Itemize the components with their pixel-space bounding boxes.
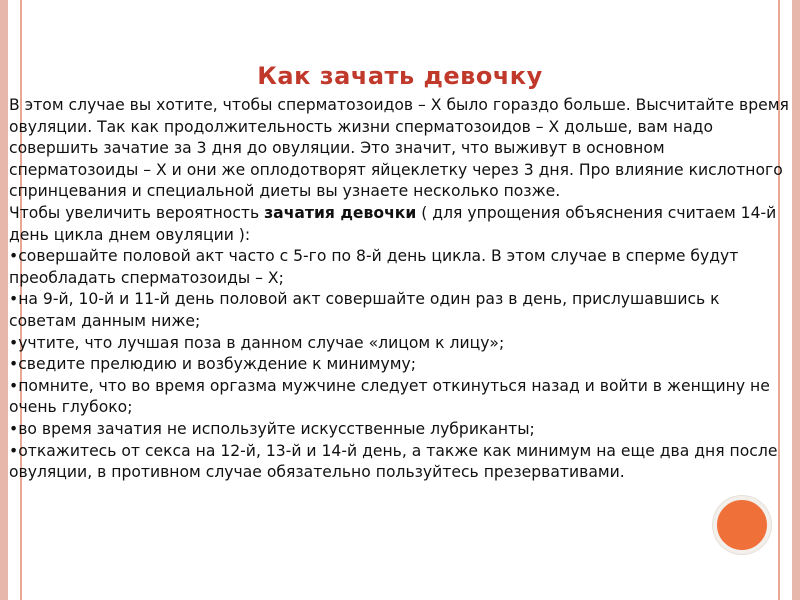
conditions-text-before: Чтобы увеличить вероятность <box>9 203 265 222</box>
bullet-icon: • <box>9 355 19 374</box>
list-item <box>9 419 789 441</box>
bullet-icon: • <box>9 376 19 395</box>
list-item-text: на 9-й, 10-й и 11-й день половой акт совершайте один раз в день, прислушавшись к советам данным ниже; <box>9 290 720 330</box>
list-item <box>9 441 789 484</box>
list-item-text: совершайте половой акт часто с 5-го по 8-й день цикла. В этом случае в сперме будут преобладать сперматозоиды – Х; <box>9 247 739 287</box>
list-item <box>9 289 789 332</box>
orange-circle-icon <box>713 496 771 554</box>
list-item-text: помните, что во время оргазма мужчине следует откинуться назад и войти в женщину не очень глубоко; <box>9 376 770 417</box>
list-item-text: сведите прелюдию и возбуждение к минимуму; <box>18 355 416 374</box>
list-item <box>9 333 789 355</box>
list-item-text: во время зачатия не используйте искусственные лубриканты; <box>18 419 535 438</box>
list-item <box>9 246 789 289</box>
intro-paragraph: В этом случае вы хотите, чтобы сперматозоидов – Х было гораздо больше. Высчитайте время овуляции. Так как продолжительность жизни сперматозоидов – Х дольше, вам надо совершить зачатие за 3 дня до овуляции. Это значит, что выживут в основном сперматозоиды – Х и они же оплодотворят яйцеклетку через 3 дня. Про влияние кислотного спринцевания и специальной диеты вы узнаете несколько позже. <box>9 96 789 201</box>
left-border-bar <box>0 0 8 600</box>
slide-body <box>9 95 789 484</box>
slide-title: Как зачать девочку <box>257 62 543 90</box>
right-border-bar <box>792 0 800 600</box>
conditions-text-bold: зачатия девочки <box>264 203 417 222</box>
conditions-paragraph <box>9 203 789 246</box>
bullet-icon: • <box>9 247 19 266</box>
list-item-text: откажитесь от секса на 12-й, 13-й и 14-й день, а также как минимум на еще два дня после овуляции, в противном случае обязательно пользуйтесь презервативами. <box>9 441 778 482</box>
bullet-icon: • <box>9 441 19 460</box>
bullet-icon: • <box>9 333 19 352</box>
bullet-icon: • <box>9 419 19 438</box>
conditions-text-after: ( для упрощения объяснения считаем 14-й день цикла днем овуляции ): <box>9 203 777 244</box>
list-item-text: учтите, что лучшая поза в данном случае «лицом к лицу»; <box>18 333 505 352</box>
bullet-icon: • <box>9 290 19 309</box>
list-item <box>9 354 789 376</box>
list-item <box>9 376 789 419</box>
